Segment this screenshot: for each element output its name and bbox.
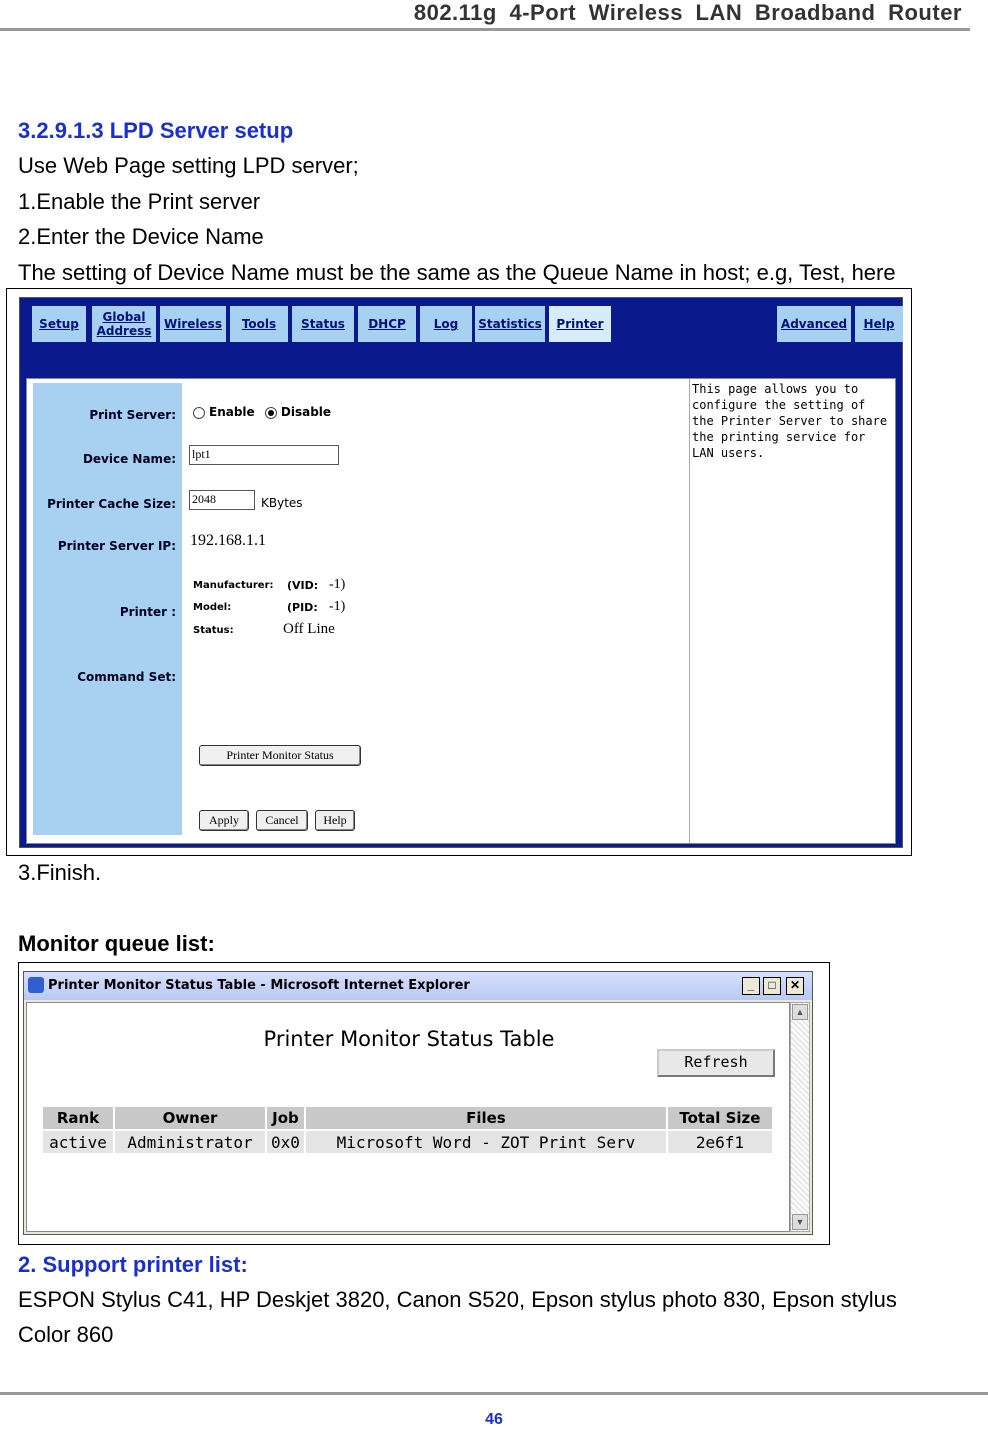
window-title: Printer Monitor Status Table - Microsoft Internet Explorer xyxy=(48,978,470,993)
enable-label: Enable xyxy=(209,405,255,419)
nav-statistics[interactable]: Statistics xyxy=(475,306,545,342)
col-total-size: Total Size xyxy=(668,1107,772,1129)
cell-files: Microsoft Word - ZOT Print Serv xyxy=(306,1131,666,1153)
router-ui-frame xyxy=(19,297,903,848)
nav-global-address[interactable]: Global Address xyxy=(92,306,156,342)
monitor-queue-heading: Monitor queue list: xyxy=(18,931,215,956)
router-screenshot xyxy=(6,288,912,856)
printer-monitor-status-button[interactable]: Printer Monitor Status xyxy=(199,745,361,766)
print-server-radio-group xyxy=(193,405,331,419)
nav-dhcp[interactable]: DHCP xyxy=(358,306,416,342)
nav-advanced[interactable]: Advanced xyxy=(777,306,851,342)
cache-size-input[interactable]: 2048 xyxy=(189,490,255,510)
label-printer: Printer : xyxy=(119,605,176,619)
text-line-1: Use Web Page setting LPD server; xyxy=(18,153,359,178)
table-row xyxy=(43,1131,772,1153)
status-label: Status: xyxy=(193,625,234,636)
vid-value: -1) xyxy=(329,577,346,592)
label-device-name: Device Name: xyxy=(82,452,176,466)
finish-text: 3.Finish. xyxy=(18,860,102,885)
refresh-button[interactable]: Refresh xyxy=(657,1049,775,1077)
nav-status[interactable]: Status xyxy=(292,306,354,342)
scroll-down-icon[interactable]: ▼ xyxy=(792,1214,808,1230)
label-server-ip: Printer Server IP: xyxy=(57,539,176,553)
col-job: Job xyxy=(267,1107,304,1129)
monitor-screenshot xyxy=(18,962,830,1245)
window-title-bar xyxy=(24,972,812,1000)
col-files: Files xyxy=(306,1107,666,1129)
close-icon[interactable]: ✕ xyxy=(786,977,804,995)
text-line-3: 2.Enter the Device Name xyxy=(18,224,264,249)
server-ip-value: 192.168.1.1 xyxy=(190,532,266,549)
nav-help[interactable]: Help xyxy=(855,306,903,342)
nav-printer[interactable]: Printer xyxy=(549,306,611,342)
cell-total-size: 2e6f1 xyxy=(668,1131,772,1153)
ie-window xyxy=(23,971,813,1235)
label-column xyxy=(33,383,182,835)
maximize-icon[interactable]: □ xyxy=(763,977,781,995)
vid-label: (VID: xyxy=(287,579,319,592)
cell-owner: Administrator xyxy=(115,1131,265,1153)
pid-value: -1) xyxy=(329,599,346,614)
header-divider xyxy=(0,28,970,31)
label-command-set: Command Set: xyxy=(77,670,176,684)
label-print-server: Print Server: xyxy=(89,408,176,422)
status-value: Off Line xyxy=(283,621,335,637)
nav-log[interactable]: Log xyxy=(420,306,472,342)
vertical-scrollbar[interactable] xyxy=(790,1002,810,1232)
device-name-input[interactable]: lpt1 xyxy=(189,445,339,465)
support-line-2: Color 860 xyxy=(18,1322,114,1347)
disable-radio[interactable] xyxy=(265,407,277,419)
pid-label: (PID: xyxy=(287,601,318,614)
scroll-up-icon[interactable]: ▲ xyxy=(792,1004,808,1020)
model-label: Model: xyxy=(193,602,232,613)
col-rank: Rank xyxy=(43,1107,113,1129)
support-line-1: ESPON Stylus C41, HP Deskjet 3820, Canon S520, Epson stylus photo 830, Epson stylus xyxy=(18,1287,897,1312)
text-line-2: 1.Enable the Print server xyxy=(18,189,261,214)
support-heading: 2. Support printer list: xyxy=(18,1252,248,1277)
section-heading: 3.2.9.1.3 LPD Server setup xyxy=(18,118,294,143)
cache-unit: KBytes xyxy=(261,496,303,510)
footer-divider xyxy=(0,1392,988,1395)
queue-table xyxy=(41,1105,774,1155)
monitor-page-title: Printer Monitor Status Table xyxy=(263,1027,555,1051)
ie-icon xyxy=(28,977,44,993)
help-button[interactable]: Help xyxy=(315,810,355,831)
page-number: 46 xyxy=(485,1411,503,1428)
cell-rank: active xyxy=(43,1131,113,1153)
text-line-4: The setting of Device Name must be the same as the Queue Name in host; e.g, Test, here xyxy=(18,260,896,285)
disable-label: Disable xyxy=(280,405,332,419)
page-header-title: 802.11g 4-Port Wireless LAN Broadband Router xyxy=(413,0,962,25)
nav-wireless[interactable]: Wireless xyxy=(160,306,226,342)
help-description: This page allows you to configure the setting of the Printer Server to share the printing service for LAN users. xyxy=(689,379,895,843)
minimize-icon[interactable]: _ xyxy=(742,977,760,995)
label-cache-size: Printer Cache Size: xyxy=(47,497,176,511)
manufacturer-label: Manufacturer: xyxy=(193,580,274,591)
window-content xyxy=(26,1002,790,1232)
col-owner: Owner xyxy=(115,1107,265,1129)
enable-radio[interactable] xyxy=(193,407,205,419)
cell-job: 0x0 xyxy=(267,1131,304,1153)
queue-header-row xyxy=(43,1107,772,1129)
cancel-button[interactable]: Cancel xyxy=(256,810,308,831)
printer-settings-panel xyxy=(26,378,896,844)
nav-setup[interactable]: Setup xyxy=(32,306,86,342)
apply-button[interactable]: Apply xyxy=(199,810,249,831)
nav-tools[interactable]: Tools xyxy=(230,306,288,342)
